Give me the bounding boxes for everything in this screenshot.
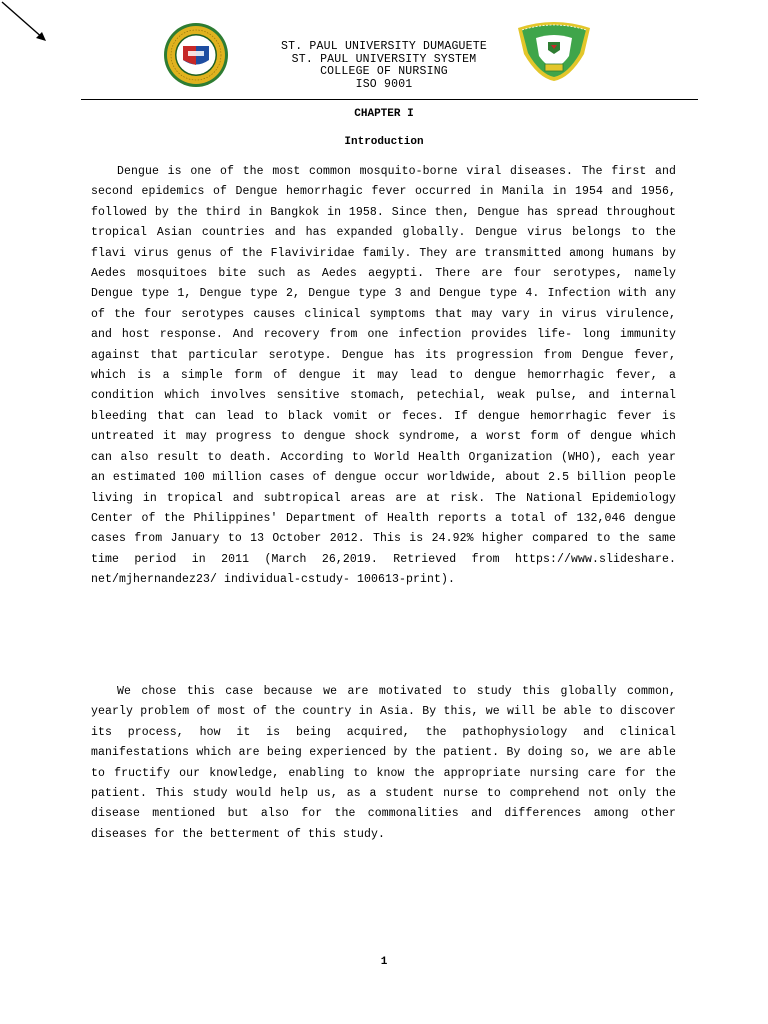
- page-number: 1: [380, 956, 388, 968]
- paragraph-text: Dengue is one of the most common mosquito-borne viral diseases. The first and second epidemics of Dengue hemorrhagic fever occurred in Manila in 1954 and 1956, followed by the third in Bangkok in 1958. Since then, Dengue has spread throughout tropical Asian countries and has expanded globally. Dengue virus belongs to the flavi virus genus of the Flaviviridae family. They are transmitted among humans by Aedes mosquitoes bite such as Aedes aegypti. There are four serotypes, namely Dengue type 1, Dengue type 2, Dengue type 3 and Dengue type 4. Infection with any of the four serotypes causes clinical symptoms that may vary in virus virulence, and host response. And recovery from one infection provides life- long immunity against that particular serotype. Dengue has its progression from Dengue fever, which is a simple form of dengue it may lead to dengue hemorrhagic fever, a condition which involves sensitive stomach, petechial, weak pulse, and internal bleeding that can lead to black vomit or feces. If dengue hemorrhagic fever is untreated it may progress to dengue shock syndrome, a worst form of dengue which can also result to death. According to World Health Organization (WHO), each year an estimated 100 million cases of dengue occur worldwide, about 2.5 billion people living in tropical and subtropical areas are at risk. The National Epidemiology Center of the Philippines' Department of Health reports a total of 132,046 dengue cases from January to 13 October 2012. This is 24.92% higher compared to the same time period in 2011 (March 26,2019. Retrieved from https://www.slideshare. net/mjhernandez23/ individual-cstudy- 100613-print).: [91, 165, 676, 587]
- header-line-university: ST. PAUL UNIVERSITY DUMAGUETE: [281, 40, 487, 53]
- body-paragraph: [91, 682, 676, 845]
- university-seal-logo: [163, 22, 229, 88]
- header-line-college: COLLEGE OF NURSING: [320, 65, 448, 79]
- paragraph-text: We chose this case because we are motivated to study this globally common, yearly problem of most of the country in Asia. By this, we will be able to discover its process, how it is being acquired, the pathophysiology and clinical manifestations which are being experienced by the patient. By doing so, we are able to fructify our knowledge, enabling to know the appropriate nursing care for the patient. This study would help us, as a student nurse to comprehend not only the disease mentioned but also for the commonalities and differences among other diseases for the betterment of this study.: [91, 685, 676, 841]
- body-paragraph: [91, 162, 676, 591]
- chapter-heading: CHAPTER I: [354, 108, 414, 120]
- arrow-down-right-icon: [0, 0, 50, 46]
- header-line-system: ST. PAUL UNIVERSITY SYSTEM: [291, 52, 477, 66]
- header-divider: [81, 99, 698, 100]
- institution-header: [232, 41, 536, 91]
- section-title: Introduction: [344, 136, 424, 148]
- header-line-iso: ISO 9001: [355, 77, 413, 91]
